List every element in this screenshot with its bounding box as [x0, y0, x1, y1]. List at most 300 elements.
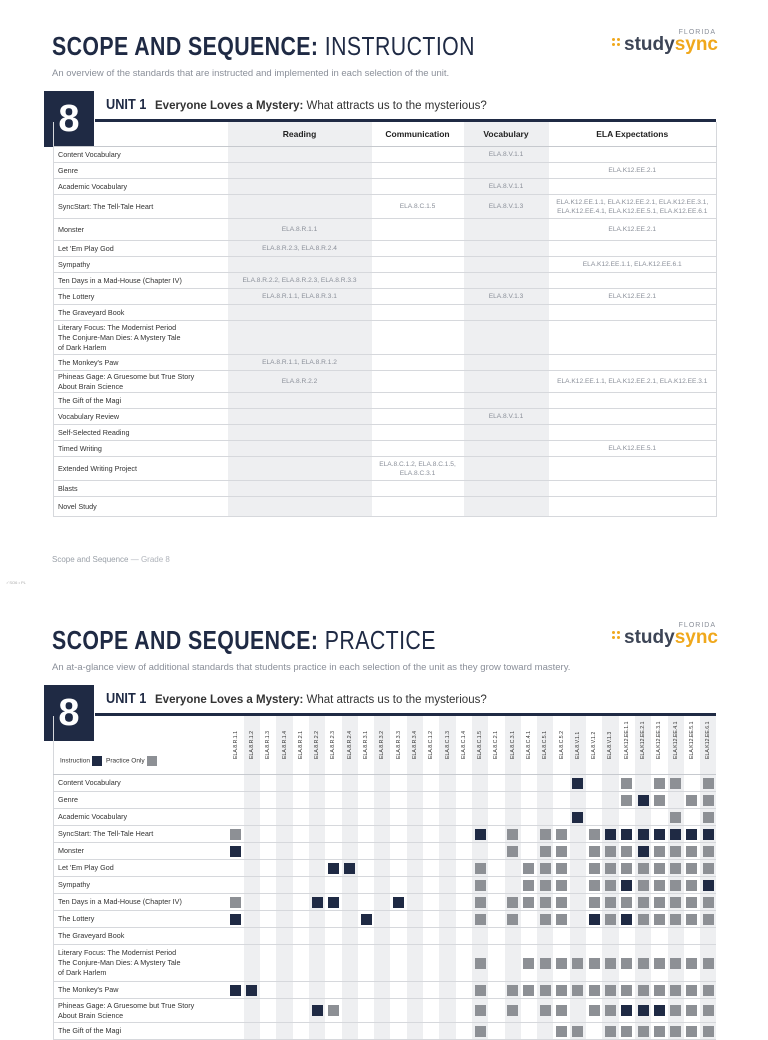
practice-mark [523, 897, 534, 908]
standard-code: ELA.8.R.2.3 [330, 731, 337, 759]
mark-cell [537, 999, 553, 1023]
practice-mark [654, 880, 665, 891]
mark-cell [521, 928, 537, 945]
communication-standards [372, 147, 464, 163]
mark-cell [700, 809, 716, 826]
mark-cell [505, 928, 521, 945]
mark-cell [505, 911, 521, 928]
mark-cell [472, 928, 488, 945]
mark-cell [521, 945, 537, 982]
communication-standards [372, 179, 464, 195]
mark-cell [439, 826, 455, 843]
mark-cell [635, 877, 651, 894]
mark-cell [456, 860, 472, 877]
standard-header [309, 716, 325, 775]
practice-mark [654, 958, 665, 969]
mark-cell [390, 792, 406, 809]
mark-cell [228, 792, 244, 809]
mark-cell [553, 843, 569, 860]
mark-cell [309, 999, 325, 1023]
mark-cell [390, 911, 406, 928]
mark-cell [358, 775, 374, 792]
practice-mark [686, 958, 697, 969]
instruction-row [54, 425, 717, 441]
mark-cell [342, 999, 358, 1023]
mark-cell [537, 1023, 553, 1040]
mark-cell [456, 775, 472, 792]
mark-cell [586, 911, 602, 928]
mark-cell [456, 843, 472, 860]
mark-cell [244, 775, 260, 792]
unit-title [155, 694, 487, 706]
mark-cell [619, 999, 635, 1023]
mark-cell [342, 945, 358, 982]
mark-cell [374, 792, 390, 809]
standard-header [684, 716, 700, 775]
vocabulary-standards [464, 273, 549, 289]
standard-code: ELA.8.V.1.2 [591, 731, 598, 759]
reading-standards [228, 409, 372, 425]
reading-standards [228, 393, 372, 409]
mark-cell [276, 894, 292, 911]
practice-mark [556, 1005, 567, 1016]
selection-name: Sympathy [54, 877, 228, 894]
title-bold: SCOPE AND SEQUENCE: [52, 31, 319, 61]
practice-row [54, 809, 717, 826]
practice-mark [556, 897, 567, 908]
mark-cell [309, 945, 325, 982]
mark-cell [651, 809, 667, 826]
instruction-row [54, 147, 717, 163]
mark-cell [635, 945, 651, 982]
ela-expectation-standards [549, 497, 717, 517]
selection-name: Monster [54, 843, 228, 860]
mark-cell [668, 860, 684, 877]
mark-cell [619, 928, 635, 945]
mark-cell [325, 982, 341, 999]
mark-cell [570, 999, 586, 1023]
reading-standards [228, 195, 372, 219]
practice-row [54, 945, 717, 982]
mark-cell [358, 843, 374, 860]
mark-cell [260, 792, 276, 809]
practice-mark [703, 958, 714, 969]
standard-header [668, 716, 684, 775]
mark-cell [244, 843, 260, 860]
mark-cell [651, 894, 667, 911]
mark-cell [521, 860, 537, 877]
vocabulary-standards [464, 481, 549, 497]
mark-cell [684, 792, 700, 809]
reading-standards: ELA.8.R.1.1, ELA.8.R.1.2 [228, 355, 372, 371]
practice-mark [507, 914, 518, 925]
logo-state: FLORIDA [678, 622, 716, 629]
ela-expectation-standards: ELA.K12.EE.1.1, ELA.K12.EE.2.1, ELA.K12.EE.3.1, ELA.K12.EE.4.1, ELA.K12.EE.5.1, ELA.K12.EE.6.1 [549, 195, 717, 219]
mark-cell [293, 945, 309, 982]
mark-cell [423, 792, 439, 809]
mark-cell [456, 928, 472, 945]
practice-mark [703, 863, 714, 874]
standard-code: ELA.K12.EE.3.1 [656, 721, 663, 759]
standard-code: ELA.K12.EE.6.1 [705, 721, 712, 759]
practice-mark [621, 795, 632, 806]
mark-cell [309, 792, 325, 809]
mark-cell [342, 928, 358, 945]
standard-header [260, 716, 276, 775]
practice-mark [523, 985, 534, 996]
practice-mark [523, 958, 534, 969]
mark-cell [309, 860, 325, 877]
practice-mark [589, 880, 600, 891]
instruction-row [54, 305, 717, 321]
mark-cell [521, 792, 537, 809]
mark-cell [456, 999, 472, 1023]
logo-sync: sync [674, 34, 718, 55]
mark-cell [325, 928, 341, 945]
mark-cell [586, 860, 602, 877]
mark-cell [668, 775, 684, 792]
mark-cell [602, 792, 618, 809]
mark-cell [537, 775, 553, 792]
selection-name: Academic Vocabulary [54, 809, 228, 826]
mark-cell [439, 860, 455, 877]
practice-mark [556, 829, 567, 840]
ela-expectation-standards: ELA.K12.EE.5.1 [549, 441, 717, 457]
mark-cell [244, 894, 260, 911]
mark-cell [635, 928, 651, 945]
legend-practice-swatch [147, 756, 157, 766]
logo-dots-icon [612, 631, 621, 640]
mark-cell [293, 826, 309, 843]
vocabulary-standards: ELA.8.V.1.3 [464, 289, 549, 305]
mark-cell [342, 860, 358, 877]
mark-cell [423, 775, 439, 792]
standard-code: ELA.8.R.3.2 [379, 731, 386, 759]
ela-expectation-standards: ELA.K12.EE.2.1 [549, 219, 717, 241]
mark-cell [390, 860, 406, 877]
practice-mark [621, 778, 632, 789]
practice-mark [572, 1026, 583, 1037]
practice-row [54, 843, 717, 860]
reading-standards: ELA.8.R.1.1 [228, 219, 372, 241]
standard-code: ELA.8.R.3.3 [395, 731, 402, 759]
mark-cell [651, 860, 667, 877]
mark-cell [342, 775, 358, 792]
mark-cell [358, 982, 374, 999]
mark-cell [553, 826, 569, 843]
mark-cell [488, 775, 504, 792]
mark-cell [244, 809, 260, 826]
mark-cell [488, 982, 504, 999]
mark-cell [390, 945, 406, 982]
mark-cell [602, 826, 618, 843]
standard-header [374, 716, 390, 775]
standard-code: ELA.8.C.1.4 [460, 731, 467, 759]
mark-cell [651, 826, 667, 843]
standard-header [619, 716, 635, 775]
mark-cell [570, 982, 586, 999]
mark-cell [684, 894, 700, 911]
mark-cell [423, 982, 439, 999]
mark-cell [309, 826, 325, 843]
mark-cell [505, 999, 521, 1023]
title-light: INSTRUCTION [318, 31, 475, 61]
practice-mark [540, 958, 551, 969]
mark-cell [472, 826, 488, 843]
ela-expectation-standards [549, 393, 717, 409]
mark-cell [325, 999, 341, 1023]
mark-cell [390, 775, 406, 792]
practice-mark [556, 863, 567, 874]
mark-cell [553, 911, 569, 928]
vocabulary-standards [464, 393, 549, 409]
mark-cell [668, 928, 684, 945]
mark-cell [276, 792, 292, 809]
standard-code: ELA.8.R.1.4 [281, 731, 288, 759]
practice-mark [654, 778, 665, 789]
selection-name: Content Vocabulary [54, 147, 228, 163]
practice-mark [589, 958, 600, 969]
mark-cell [488, 945, 504, 982]
mark-cell [325, 911, 341, 928]
mark-cell [423, 999, 439, 1023]
instruction-subtitle: An overview of the standards that are instructed and implemented in each selection of the unit. [52, 68, 450, 79]
instruction-mark [344, 863, 355, 874]
mark-cell [390, 843, 406, 860]
grade-badge: 8 [44, 685, 94, 741]
mark-cell [374, 826, 390, 843]
mark-cell [390, 877, 406, 894]
practice-row [54, 877, 717, 894]
practice-mark [703, 778, 714, 789]
mark-cell [488, 999, 504, 1023]
mark-cell [228, 999, 244, 1023]
communication-standards [372, 163, 464, 179]
mark-cell [602, 911, 618, 928]
mark-cell [619, 809, 635, 826]
mark-cell [619, 982, 635, 999]
selection-name: The Gift of the Magi [54, 393, 228, 409]
standard-code: ELA.8.V.1.3 [607, 731, 614, 759]
practice-mark [540, 863, 551, 874]
mark-cell [651, 775, 667, 792]
selection-name: Literary Focus: The Modernist Period The Conjure-Man Dies: A Mystery Tale of Dark Harlem [54, 321, 228, 355]
mark-cell [325, 945, 341, 982]
mark-cell [521, 911, 537, 928]
mark-cell [700, 792, 716, 809]
standard-code: ELA.K12.EE.4.1 [672, 721, 679, 759]
mark-cell [553, 1023, 569, 1040]
mark-cell [570, 843, 586, 860]
mark-cell [651, 792, 667, 809]
practice-mark [686, 846, 697, 857]
mark-cell [505, 792, 521, 809]
selection-name: Sympathy [54, 257, 228, 273]
header-vocabulary: Vocabulary [464, 122, 549, 147]
standard-header [505, 716, 521, 775]
mark-cell [276, 809, 292, 826]
mark-cell [684, 928, 700, 945]
mark-cell [570, 860, 586, 877]
practice-mark [621, 1026, 632, 1037]
instruction-table [53, 122, 717, 517]
mark-cell [488, 1023, 504, 1040]
instruction-mark [621, 880, 632, 891]
mark-cell [570, 877, 586, 894]
selection-name: Phineas Gage: A Gruesome but True Story About Brain Science [54, 371, 228, 393]
mark-cell [537, 826, 553, 843]
mark-cell [488, 792, 504, 809]
ela-expectation-standards [549, 273, 717, 289]
mark-cell [456, 982, 472, 999]
mark-cell [602, 809, 618, 826]
mark-cell [700, 843, 716, 860]
instruction-row [54, 371, 717, 393]
mark-cell [439, 809, 455, 826]
mark-cell [472, 877, 488, 894]
mark-cell [505, 945, 521, 982]
instruction-row [54, 409, 717, 425]
mark-cell [342, 826, 358, 843]
mark-cell [488, 928, 504, 945]
mark-cell [407, 775, 423, 792]
logo-study: study [624, 34, 675, 55]
mark-cell [260, 928, 276, 945]
practice-mark [328, 1005, 339, 1016]
instruction-mark [589, 914, 600, 925]
mark-cell [651, 999, 667, 1023]
practice-mark [638, 897, 649, 908]
mark-cell [228, 809, 244, 826]
instruction-row [54, 179, 717, 195]
standard-header [293, 716, 309, 775]
instruction-row [54, 321, 717, 355]
selection-name: The Lottery [54, 289, 228, 305]
practice-mark [589, 829, 600, 840]
logo-dots-icon [612, 38, 621, 47]
standard-header [521, 716, 537, 775]
mark-cell [553, 928, 569, 945]
standard-header [439, 716, 455, 775]
mark-cell [439, 982, 455, 999]
mark-cell [342, 982, 358, 999]
practice-mark [686, 1005, 697, 1016]
mark-cell [472, 792, 488, 809]
mark-cell [619, 911, 635, 928]
practice-legend [54, 716, 228, 775]
mark-cell [407, 911, 423, 928]
unit-question: What attracts us to the mysterious? [303, 100, 487, 112]
instruction-row [54, 195, 717, 219]
mark-cell [668, 826, 684, 843]
ela-expectation-standards [549, 241, 717, 257]
mark-cell [260, 775, 276, 792]
page-footer [52, 555, 170, 564]
instruction-row [54, 257, 717, 273]
legend-instruction-swatch [92, 756, 102, 766]
practice-mark [507, 829, 518, 840]
instruction-mark [638, 1005, 649, 1016]
practice-mark [540, 846, 551, 857]
mark-cell [488, 860, 504, 877]
instruction-row [54, 441, 717, 457]
selection-name: Phineas Gage: A Gruesome but True Story About Brain Science [54, 999, 228, 1023]
practice-mark [638, 985, 649, 996]
vocabulary-standards [464, 371, 549, 393]
header-reading: Reading [228, 122, 372, 147]
mark-cell [586, 945, 602, 982]
mark-cell [293, 792, 309, 809]
standard-code: ELA.8.R.1.3 [265, 731, 272, 759]
mark-cell [439, 877, 455, 894]
mark-cell [309, 877, 325, 894]
practice-mark [670, 1005, 681, 1016]
standard-header [635, 716, 651, 775]
mark-cell [505, 860, 521, 877]
mark-cell [472, 911, 488, 928]
mark-cell [553, 809, 569, 826]
selection-name: Let 'Em Play God [54, 860, 228, 877]
mark-cell [244, 911, 260, 928]
unit-label: UNIT 1 [106, 96, 147, 113]
mark-cell [325, 894, 341, 911]
standard-code: ELA.8.R.3.4 [411, 731, 418, 759]
instruction-mark [605, 829, 616, 840]
selection-name: Ten Days in a Mad-House (Chapter IV) [54, 894, 228, 911]
communication-standards: ELA.8.C.1.2, ELA.8.C.1.5, ELA.8.C.3.1 [372, 457, 464, 481]
practice-mark [621, 958, 632, 969]
studysync-logo [612, 622, 718, 648]
mark-cell [260, 894, 276, 911]
instruction-mark [328, 863, 339, 874]
mark-cell [537, 792, 553, 809]
mark-cell [651, 843, 667, 860]
mark-cell [505, 982, 521, 999]
mark-cell [521, 843, 537, 860]
practice-mark [638, 880, 649, 891]
mark-cell [342, 877, 358, 894]
reading-standards [228, 305, 372, 321]
instruction-mark [654, 829, 665, 840]
mark-cell [668, 877, 684, 894]
mark-cell [570, 826, 586, 843]
standard-header [276, 716, 292, 775]
mark-cell [602, 1023, 618, 1040]
mark-cell [358, 877, 374, 894]
practice-mark [475, 985, 486, 996]
mark-cell [309, 928, 325, 945]
selection-name: Monster [54, 219, 228, 241]
standard-code: ELA.8.C.5.2 [558, 731, 565, 759]
mark-cell [358, 809, 374, 826]
mark-cell [439, 999, 455, 1023]
mark-cell [586, 826, 602, 843]
mark-cell [374, 911, 390, 928]
mark-cell [407, 982, 423, 999]
mark-cell [276, 775, 292, 792]
mark-cell [602, 928, 618, 945]
mark-cell [684, 877, 700, 894]
mark-cell [358, 999, 374, 1023]
practice-mark [703, 914, 714, 925]
mark-cell [602, 775, 618, 792]
instruction-row [54, 273, 717, 289]
mark-cell [472, 1023, 488, 1040]
practice-mark [686, 914, 697, 925]
mark-cell [423, 843, 439, 860]
mark-cell [651, 945, 667, 982]
practice-mark [475, 1026, 486, 1037]
